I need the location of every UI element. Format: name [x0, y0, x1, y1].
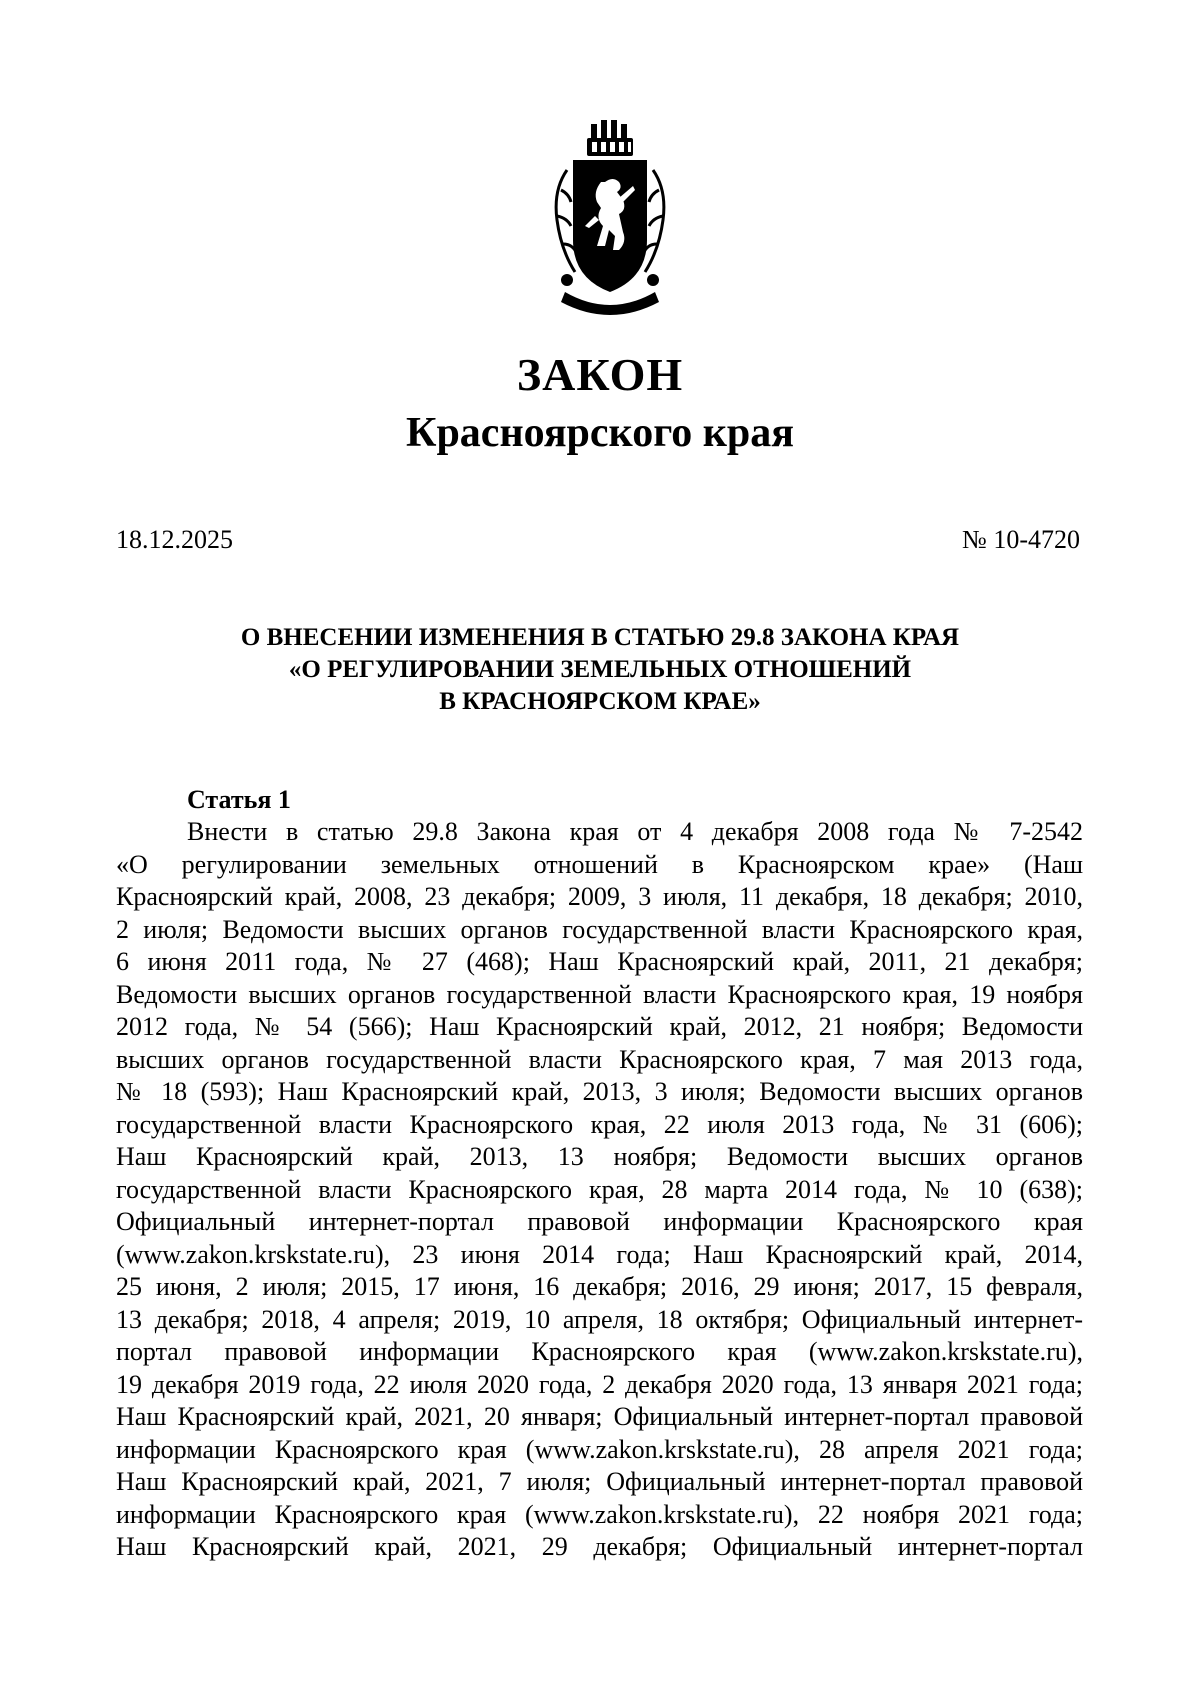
article-line: Внести в статью 29.8 Закона края от 4 декабря 2008 года № 7-2542	[187, 817, 1083, 846]
article-line: 25 июня, 2 июля; 2015, 17 июня, 16 декабря; 2016, 29 июня; 2017, 15 февраля,	[116, 1272, 1083, 1301]
article-line: информации Красноярского края (www.zakon.krskstate.ru), 28 апреля 2021 года;	[116, 1434, 1083, 1464]
article-line: Красноярский край, 2008, 23 декабря; 2009, 3 июля, 11 декабря, 18 декабря; 2010,	[116, 882, 1083, 911]
article-line: № 18 (593); Наш Красноярский край, 2013, 3 июля; Ведомости высших органов	[116, 1077, 1083, 1106]
krasnoyarsk-coat-of-arms-icon	[545, 120, 675, 320]
article-line: 6 июня 2011 года, № 27 (468); Наш Красноярский край, 2011, 21 декабря;	[116, 947, 1083, 976]
document-number: № 10-4720	[962, 525, 1080, 554]
document-subtitle: Красноярского края	[405, 410, 795, 456]
law-heading-line: «О РЕГУЛИРОВАНИИ ЗЕМЕЛЬНЫХ ОТНОШЕНИЙ	[288, 656, 912, 683]
article-line: 13 декабря; 2018, 4 апреля; 2019, 10 апреля, 18 октября; Официальный интернет-	[116, 1304, 1083, 1334]
article-line: (www.zakon.krskstate.ru), 23 июня 2014 года; Наш Красноярский край, 2014,	[116, 1239, 1083, 1269]
article-line: государственной власти Красноярского края, 22 июля 2013 года, № 31 (606);	[116, 1109, 1083, 1139]
article-line: 2 июля; Ведомости высших органов государственной власти Красноярского края,	[116, 914, 1083, 944]
article-line: «О регулировании земельных отношений в Красноярском крае» (Наш	[116, 849, 1083, 879]
article-line: 2012 года, № 54 (566); Наш Красноярский край, 2012, 21 ноября; Ведомости	[116, 1012, 1083, 1041]
article-line: портал правовой информации Красноярского края (www.zakon.krskstate.ru),	[116, 1337, 1083, 1366]
document-date: 18.12.2025	[116, 525, 233, 554]
article-line: Наш Красноярский край, 2021, 29 декабря; Официальный интернет-портал	[116, 1532, 1083, 1561]
article-line: Наш Красноярский край, 2021, 7 июля; Официальный интернет-портал правовой	[116, 1467, 1083, 1496]
law-heading	[120, 622, 1080, 718]
law-heading-line: О ВНЕСЕНИИ ИЗМЕНЕНИЯ В СТАТЬЮ 29.8 ЗАКОНА КРАЯ	[240, 624, 960, 651]
article-line: Официальный интернет-портал правовой информации Красноярского края	[116, 1207, 1083, 1236]
article-line: государственной власти Красноярского края, 28 марта 2014 года, № 10 (638);	[116, 1174, 1083, 1204]
document-title: ЗАКОН	[516, 349, 684, 400]
article-line: Ведомости высших органов государственной власти Красноярского края, 19 ноября	[116, 979, 1083, 1009]
law-heading-line: В КРАСНОЯРСКОМ КРАЕ»	[439, 688, 761, 715]
article-title: Статья 1	[187, 785, 291, 814]
article-line: Наш Красноярский край, 2021, 20 января; Официальный интернет-портал правовой	[116, 1402, 1083, 1431]
article-body	[116, 816, 1083, 1564]
article-line: информации Красноярского края (www.zakon.krskstate.ru), 22 ноября 2021 года;	[116, 1499, 1083, 1529]
article-line: 19 декабря 2019 года, 22 июля 2020 года, 2 декабря 2020 года, 13 января 2021 года;	[116, 1369, 1083, 1399]
article-line: высших органов государственной власти Красноярского края, 7 мая 2013 года,	[116, 1044, 1083, 1074]
article-line: Наш Красноярский край, 2013, 13 ноября; Ведомости высших органов	[116, 1142, 1083, 1171]
